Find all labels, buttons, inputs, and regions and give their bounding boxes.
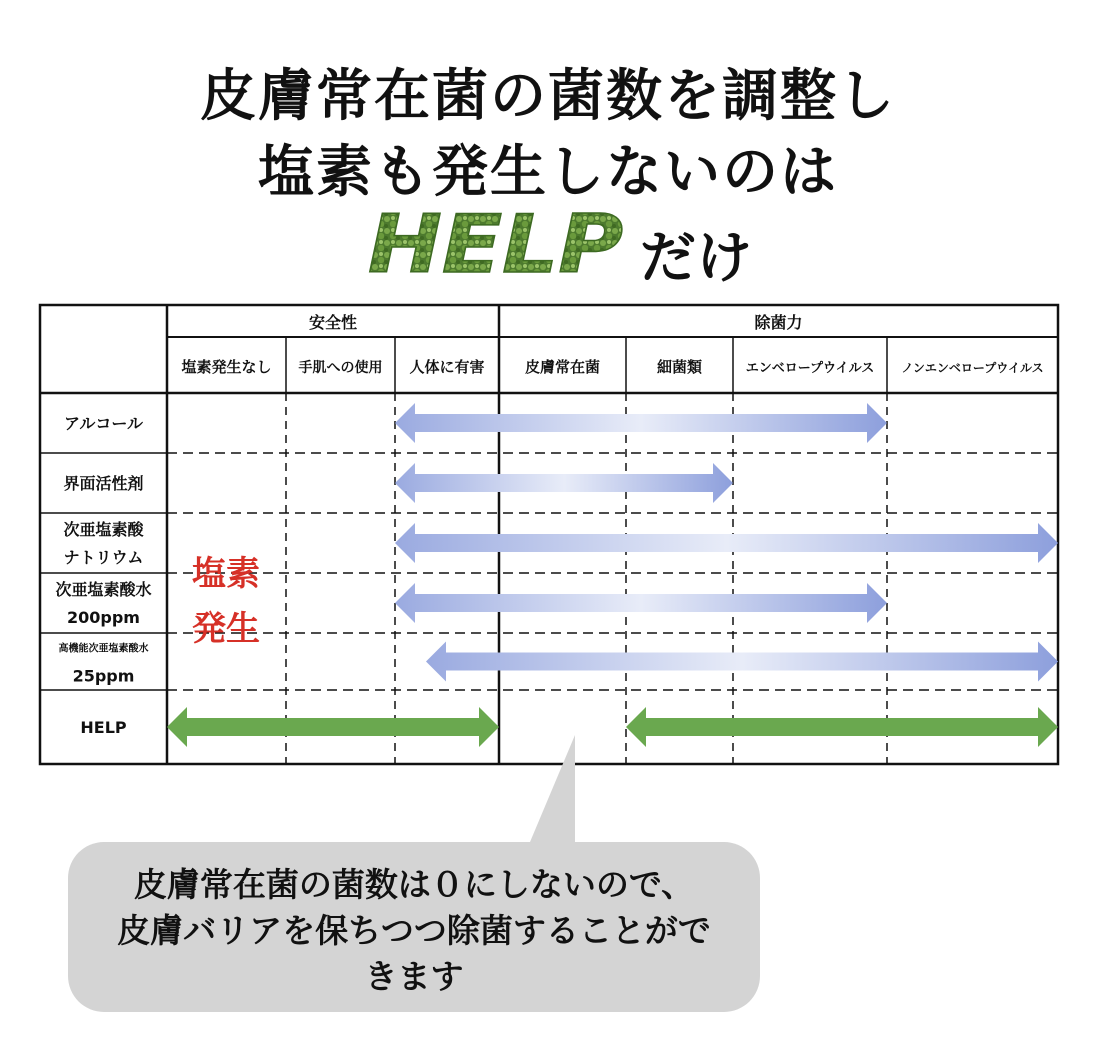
row-label: 高機能次亜塩素酸水 [58, 643, 149, 655]
table-labels [55, 313, 1043, 737]
table-arrows [167, 403, 1058, 747]
group-header-safety: 安全性 [308, 313, 358, 332]
speech-bubble-text [68, 862, 760, 1000]
column-header: ノンエンベロープウイルス [901, 361, 1044, 375]
group-header-efficacy: 除菌力 [754, 313, 803, 332]
row-label: 200ppm [67, 608, 140, 627]
efficacy-arrow [395, 403, 887, 443]
chlorine-note-line-2: 発生 [192, 609, 260, 649]
efficacy-arrow [395, 523, 1058, 563]
efficacy-arrow [426, 642, 1058, 682]
column-header: 塩素発生なし [181, 358, 272, 376]
row-label: 次亜塩素酸水 [55, 580, 152, 599]
bubble-line-1: 皮膚常在菌の菌数は０にしないので、 [133, 865, 695, 904]
row-label: 界面活性剤 [63, 474, 144, 493]
column-header: 皮膚常在菌 [524, 358, 601, 376]
row-label: ナトリウム [63, 548, 144, 567]
row-label: HELP [80, 718, 127, 737]
row-label: 次亜塩素酸 [63, 520, 144, 539]
headline-suffix: だけ [640, 226, 752, 291]
headline-line-1: 皮膚常在菌の菌数を調整し [200, 64, 896, 129]
help-arrow [167, 707, 499, 747]
column-header: エンベロープウイルス [745, 361, 875, 376]
help-arrow [626, 707, 1058, 747]
column-header: 人体に有害 [409, 358, 485, 376]
bubble-pointer [530, 735, 575, 842]
chlorine-note-line-1: 塩素 [192, 554, 260, 594]
row-label: アルコール [63, 414, 144, 433]
headline-line-2: 塩素も発生しないのは [258, 140, 838, 205]
efficacy-arrow [395, 463, 733, 503]
column-header: 手肌への使用 [298, 360, 383, 376]
column-header: 細菌類 [656, 358, 703, 376]
efficacy-arrow [395, 583, 887, 623]
bubble-line-2: 皮膚バリアを保ちつつ除菌することがで [117, 911, 711, 950]
row-label: 25ppm [72, 666, 135, 686]
help-logo-text: HELP [368, 204, 623, 284]
bubble-line-3: きます [364, 957, 464, 996]
